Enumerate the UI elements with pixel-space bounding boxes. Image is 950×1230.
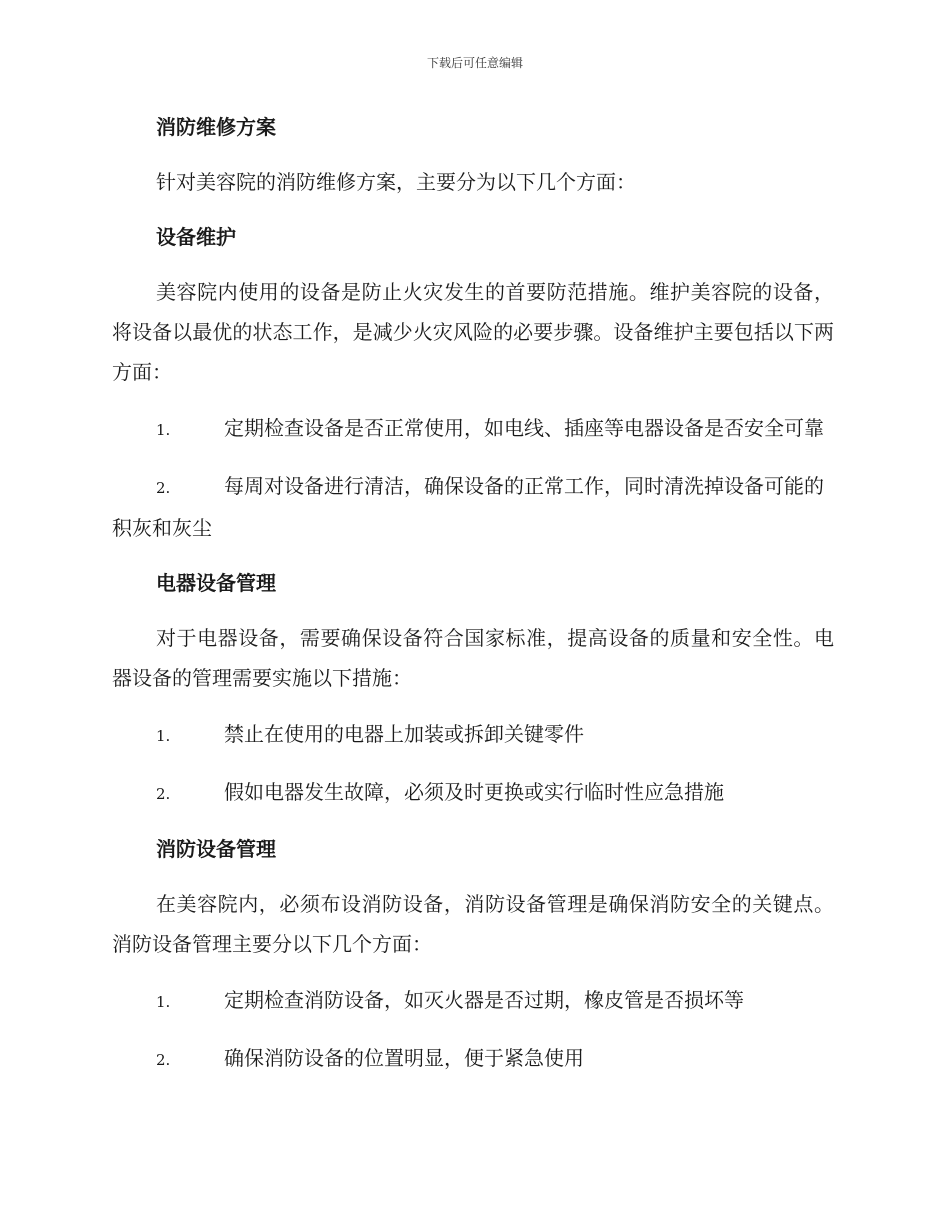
list-number: 1. [156, 993, 171, 1011]
intro-paragraph: 针对美容院的消防维修方案，主要分为以下几个方面： [156, 170, 636, 194]
list-item [112, 980, 834, 1022]
section-equipment-maintenance [112, 218, 834, 548]
list-item [112, 714, 834, 756]
section-fire-equipment [112, 830, 834, 1080]
list-text: 定期检查消防设备，如灭火器是否过期，橡皮管是否损坏等 [224, 988, 744, 1012]
section-heading: 消防设备管理 [156, 837, 276, 861]
section-paragraph: 在美容院内，必须布设消防设备，消防设备管理是确保消防安全的关键点。消防设备管理主要分以下几个方面： [112, 892, 834, 956]
section-paragraph: 美容院内使用的设备是防止火灾发生的首要防范措施。维护美容院的设备，将设备以最优的状态工作，是减少火灾风险的必要步骤。设备维护主要包括以下两方面： [112, 280, 834, 384]
list-text: 禁止在使用的电器上加装或拆卸关键零件 [224, 722, 584, 746]
list-number: 2. [156, 1051, 171, 1069]
list-number: 1. [156, 421, 171, 439]
section-paragraph: 对于电器设备，需要确保设备符合国家标准，提高设备的质量和安全性。电器设备的管理需要实施以下措施： [112, 626, 834, 690]
section-electrical-equipment [112, 564, 834, 814]
page-header: 下载后可任意编辑 [426, 56, 523, 70]
list-text: 假如电器发生故障，必须及时更换或实行临时性应急措施 [224, 780, 724, 804]
document-title: 消防维修方案 [156, 115, 276, 139]
list-item [112, 408, 834, 450]
list-text: 每周对设备进行清洁，确保设备的正常工作，同时清洗掉设备可能的积灰和灰尘 [112, 474, 824, 540]
list-text: 定期检查设备是否正常使用，如电线、插座等电器设备是否安全可靠 [224, 416, 824, 440]
list-item [112, 1038, 834, 1080]
list-number: 2. [156, 479, 171, 497]
section-heading: 设备维护 [156, 225, 236, 249]
list-number: 2. [156, 785, 171, 803]
list-number: 1. [156, 727, 171, 745]
list-text: 确保消防设备的位置明显，便于紧急使用 [224, 1046, 584, 1070]
list-item [112, 772, 834, 814]
document-body [112, 108, 834, 1096]
list-item [112, 466, 834, 548]
section-heading: 电器设备管理 [156, 571, 276, 595]
